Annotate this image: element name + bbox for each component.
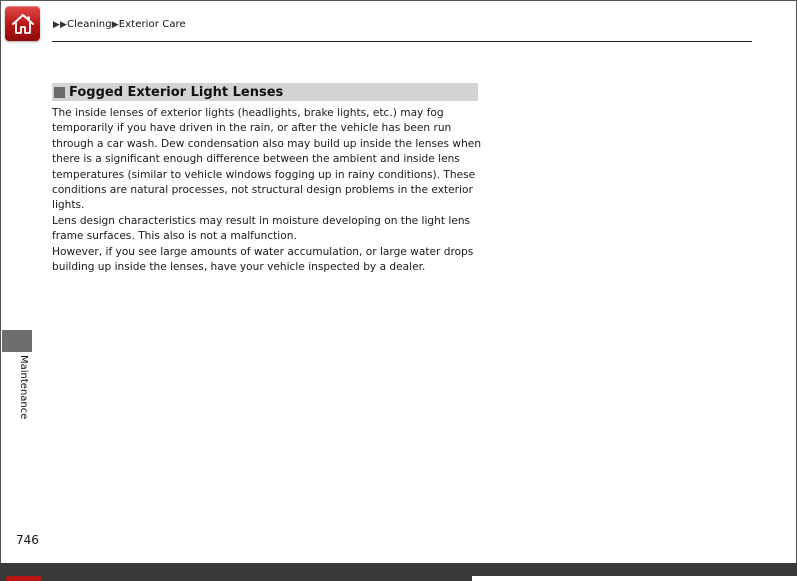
home-button[interactable] [5,6,40,41]
breadcrumb-link-exterior-care[interactable]: Exterior Care [118,19,186,30]
section-title: Fogged Exterior Light Lenses [69,84,284,100]
section-marker-icon [54,87,65,98]
body-paragraph: However, if you see large amounts of water accumulation, or large water drops building up inside the lenses, have your vehicle inspected by a dealer. [52,245,474,274]
next-page-edge [0,574,797,581]
breadcrumb [53,19,186,30]
page-number: 746 [16,533,39,547]
breadcrumb-double-arrow-icon: ▶▶ [53,20,68,30]
breadcrumb-link-cleaning[interactable]: Cleaning [67,19,112,30]
chapter-tab-marker [2,330,32,352]
section-heading [52,83,478,101]
home-icon [10,12,36,36]
header-divider [52,41,752,42]
chapter-label[interactable]: Maintenance [18,355,29,420]
next-page-home-button [6,576,42,581]
breadcrumb-arrow-icon: ▶ [111,20,119,30]
body-paragraph: The inside lenses of exterior lights (headlights, brake lights, etc.) may fog temporarily if you have driven in the rain, or after the vehicle has been run through a car wash. Dew condensation also may build up inside the lenses when there is a significant enough difference between the ambient and inside lens temperatures (similar to vehicle windows fogging up in rainy conditions). These conditions are natural processes, not structural design problems in the exterior lights. [52,107,482,212]
next-page-sheet [472,576,797,581]
section-body [52,106,482,275]
body-paragraph: Lens design characteristics may result in moisture developing on the light lens frame surfaces. This also is not a malfunction. [52,214,471,243]
